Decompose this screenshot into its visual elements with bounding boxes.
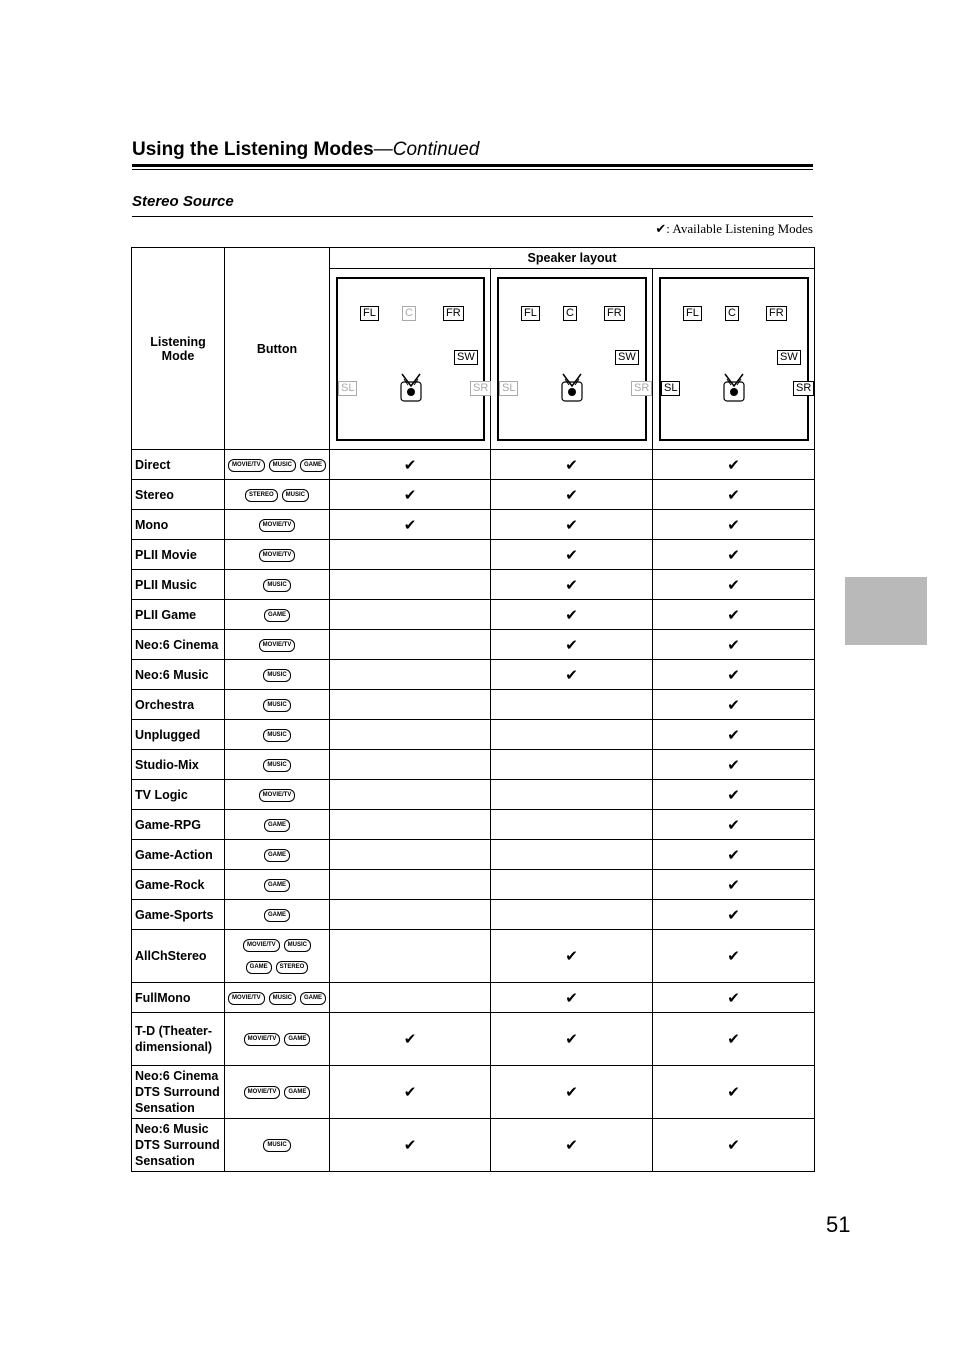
mode-buttons bbox=[225, 690, 330, 720]
availability-cell bbox=[330, 630, 491, 660]
mode-buttons bbox=[225, 720, 330, 750]
chapter-tab bbox=[845, 577, 927, 645]
availability-cell bbox=[653, 450, 815, 480]
check-icon: ✔ bbox=[727, 516, 740, 534]
listener-icon bbox=[723, 372, 745, 402]
section-rule bbox=[132, 216, 813, 217]
mode-name: PLII Music bbox=[132, 570, 225, 600]
check-icon: ✔ bbox=[727, 1137, 740, 1154]
table-row bbox=[132, 450, 815, 480]
availability-cell bbox=[491, 660, 653, 690]
movie-button-icon: MOVIE/TV bbox=[228, 459, 265, 472]
mode-buttons bbox=[225, 630, 330, 660]
availability-cell bbox=[653, 720, 815, 750]
check-icon: ✔ bbox=[565, 606, 578, 624]
mode-name: Neo:6 Cinema DTS Surround Sensation bbox=[132, 1066, 225, 1119]
availability-cell bbox=[491, 810, 653, 840]
availability-cell bbox=[653, 660, 815, 690]
availability-cell bbox=[653, 570, 815, 600]
availability-cell bbox=[653, 780, 815, 810]
mode-buttons bbox=[225, 930, 330, 983]
table-row bbox=[132, 570, 815, 600]
check-icon: ✔ bbox=[565, 666, 578, 684]
check-icon: ✔ bbox=[565, 516, 578, 534]
speaker-fr-icon: FR bbox=[766, 306, 787, 321]
game-button-icon: GAME bbox=[300, 992, 326, 1005]
speaker-fl-icon: FL bbox=[360, 306, 379, 321]
mode-name: Game-Rock bbox=[132, 870, 225, 900]
table-row bbox=[132, 1066, 815, 1119]
listener-icon bbox=[561, 372, 583, 402]
speaker-sl-icon: SL bbox=[338, 381, 357, 396]
availability-cell bbox=[330, 570, 491, 600]
mode-buttons bbox=[225, 540, 330, 570]
speaker-sl-icon: SL bbox=[661, 381, 680, 396]
availability-cell bbox=[330, 540, 491, 570]
speaker-sl-icon: SL bbox=[499, 381, 518, 396]
availability-cell bbox=[491, 540, 653, 570]
table-row bbox=[132, 690, 815, 720]
availability-cell bbox=[491, 900, 653, 930]
table-row bbox=[132, 600, 815, 630]
movie-button-icon: MOVIE/TV bbox=[228, 992, 265, 1005]
mode-name: Neo:6 Cinema bbox=[132, 630, 225, 660]
speaker-sw-icon: SW bbox=[777, 350, 801, 365]
mode-buttons bbox=[225, 600, 330, 630]
availability-cell bbox=[491, 480, 653, 510]
music-button-icon: MUSIC bbox=[269, 459, 296, 472]
legend-text: : Available Listening Modes bbox=[666, 221, 813, 236]
check-icon: ✔ bbox=[565, 486, 578, 504]
page-heading bbox=[132, 139, 479, 161]
heading-suffix: —Continued bbox=[373, 139, 480, 160]
check-icon: ✔ bbox=[403, 516, 417, 534]
movie-button-icon: MOVIE/TV bbox=[259, 639, 296, 652]
heading-title: Using the Listening Modes bbox=[132, 139, 374, 160]
check-icon: ✔ bbox=[727, 786, 740, 804]
check-icon: ✔ bbox=[727, 846, 740, 864]
availability-cell bbox=[491, 720, 653, 750]
speaker-sw-icon: SW bbox=[615, 350, 639, 365]
col-header-layout: Speaker layout bbox=[330, 248, 815, 269]
music-button-icon: MUSIC bbox=[284, 939, 311, 952]
table-row bbox=[132, 630, 815, 660]
availability-cell bbox=[491, 840, 653, 870]
col-header-mode: Listening Mode bbox=[132, 248, 225, 450]
music-button-icon: MUSIC bbox=[263, 1139, 290, 1152]
availability-cell bbox=[653, 690, 815, 720]
check-icon: ✔ bbox=[727, 606, 740, 624]
availability-cell bbox=[330, 1066, 491, 1119]
check-icon: ✔ bbox=[727, 576, 740, 594]
music-button-icon: MUSIC bbox=[282, 489, 309, 502]
mode-name: Mono bbox=[132, 510, 225, 540]
speaker-sr-icon: SR bbox=[470, 381, 491, 396]
availability-cell bbox=[491, 450, 653, 480]
movie-button-icon: MOVIE/TV bbox=[259, 549, 296, 562]
check-icon: ✔ bbox=[403, 486, 417, 504]
check-icon: ✔ bbox=[727, 666, 740, 684]
availability-cell bbox=[330, 810, 491, 840]
check-icon: ✔ bbox=[403, 1084, 417, 1101]
availability-cell bbox=[491, 600, 653, 630]
music-button-icon: MUSIC bbox=[263, 759, 290, 772]
check-icon: ✔ bbox=[727, 948, 740, 965]
check-icon: ✔ bbox=[727, 876, 740, 894]
col-header-button: Button bbox=[225, 248, 330, 450]
check-icon: ✔ bbox=[565, 576, 578, 594]
availability-cell bbox=[330, 870, 491, 900]
availability-cell bbox=[491, 750, 653, 780]
availability-cell bbox=[491, 690, 653, 720]
speaker-fl-icon: FL bbox=[683, 306, 702, 321]
availability-cell bbox=[330, 750, 491, 780]
mode-name: AllChStereo bbox=[132, 930, 225, 983]
availability-cell bbox=[491, 870, 653, 900]
check-icon: ✔ bbox=[727, 816, 740, 834]
availability-cell bbox=[491, 1013, 653, 1066]
mode-name: Neo:6 Music DTS Surround Sensation bbox=[132, 1119, 225, 1172]
mode-buttons bbox=[225, 983, 330, 1013]
check-icon: ✔ bbox=[565, 456, 578, 474]
speaker-fr-icon: FR bbox=[443, 306, 464, 321]
check-icon: ✔ bbox=[565, 546, 578, 564]
availability-cell bbox=[330, 840, 491, 870]
mode-buttons bbox=[225, 870, 330, 900]
table-row bbox=[132, 840, 815, 870]
music-button-icon: MUSIC bbox=[263, 729, 290, 742]
mode-name: T-D (Theater-dimensional) bbox=[132, 1013, 225, 1066]
table-row bbox=[132, 480, 815, 510]
availability-cell bbox=[653, 630, 815, 660]
check-icon: ✔ bbox=[727, 1031, 740, 1048]
availability-cell bbox=[330, 690, 491, 720]
mode-buttons bbox=[225, 900, 330, 930]
table-row bbox=[132, 750, 815, 780]
table-row bbox=[132, 720, 815, 750]
check-icon: ✔ bbox=[727, 906, 740, 924]
availability-cell bbox=[330, 510, 491, 540]
legend bbox=[655, 221, 813, 237]
speaker-c-icon: C bbox=[725, 306, 739, 321]
mode-name: Unplugged bbox=[132, 720, 225, 750]
table-row bbox=[132, 870, 815, 900]
availability-cell bbox=[653, 870, 815, 900]
game-button-icon: GAME bbox=[300, 459, 326, 472]
game-button-icon: GAME bbox=[284, 1086, 310, 1099]
table-row bbox=[132, 660, 815, 690]
mode-buttons bbox=[225, 780, 330, 810]
availability-cell bbox=[330, 1013, 491, 1066]
game-button-icon: GAME bbox=[264, 879, 290, 892]
availability-cell bbox=[653, 1013, 815, 1066]
mode-name: Direct bbox=[132, 450, 225, 480]
availability-cell bbox=[330, 720, 491, 750]
availability-cell bbox=[330, 600, 491, 630]
availability-cell bbox=[653, 983, 815, 1013]
availability-cell bbox=[491, 780, 653, 810]
speaker-c-icon: C bbox=[402, 306, 416, 321]
mode-name: Stereo bbox=[132, 480, 225, 510]
table-row bbox=[132, 1013, 815, 1066]
availability-cell bbox=[330, 1119, 491, 1172]
speaker-fl-icon: FL bbox=[521, 306, 540, 321]
check-icon: ✔ bbox=[727, 726, 740, 744]
movie-button-icon: MOVIE/TV bbox=[259, 789, 296, 802]
mode-name: Game-Action bbox=[132, 840, 225, 870]
movie-button-icon: MOVIE/TV bbox=[244, 1033, 281, 1046]
mode-buttons bbox=[225, 1119, 330, 1172]
music-button-icon: MUSIC bbox=[263, 669, 290, 682]
heading-rule-thin bbox=[132, 169, 813, 170]
availability-cell bbox=[330, 930, 491, 983]
availability-cell bbox=[491, 983, 653, 1013]
check-icon: ✔ bbox=[403, 456, 417, 474]
speaker-diagram bbox=[659, 277, 812, 441]
availability-cell bbox=[330, 660, 491, 690]
game-button-icon: GAME bbox=[264, 849, 290, 862]
mode-buttons bbox=[225, 510, 330, 540]
listener-icon bbox=[400, 372, 422, 402]
availability-cell bbox=[330, 480, 491, 510]
table-row bbox=[132, 810, 815, 840]
speaker-sr-icon: SR bbox=[631, 381, 652, 396]
availability-cell bbox=[653, 1119, 815, 1172]
speaker-diagram bbox=[497, 277, 650, 441]
table-row bbox=[132, 510, 815, 540]
stereo-button-icon: STEREO bbox=[276, 961, 309, 974]
check-icon: ✔ bbox=[565, 1137, 578, 1154]
availability-cell bbox=[491, 930, 653, 983]
speaker-fr-icon: FR bbox=[604, 306, 625, 321]
legend-check-icon: ✔ bbox=[655, 221, 667, 236]
availability-cell bbox=[653, 840, 815, 870]
mode-name: Orchestra bbox=[132, 690, 225, 720]
page-number: 51 bbox=[826, 1212, 851, 1237]
music-button-icon: MUSIC bbox=[263, 699, 290, 712]
check-icon: ✔ bbox=[403, 1031, 417, 1048]
availability-cell bbox=[653, 600, 815, 630]
movie-button-icon: MOVIE/TV bbox=[243, 939, 280, 952]
section-title: Stereo Source bbox=[132, 193, 234, 210]
availability-cell bbox=[330, 983, 491, 1013]
availability-cell bbox=[653, 540, 815, 570]
game-button-icon: GAME bbox=[284, 1033, 310, 1046]
availability-cell bbox=[653, 510, 815, 540]
availability-cell bbox=[491, 1066, 653, 1119]
check-icon: ✔ bbox=[565, 636, 578, 654]
listening-modes-table bbox=[131, 247, 815, 1172]
availability-cell bbox=[491, 630, 653, 660]
speaker-diagram bbox=[336, 277, 489, 441]
mode-buttons bbox=[225, 810, 330, 840]
check-icon: ✔ bbox=[727, 456, 740, 474]
availability-cell bbox=[653, 1066, 815, 1119]
check-icon: ✔ bbox=[727, 546, 740, 564]
movie-button-icon: MOVIE/TV bbox=[244, 1086, 281, 1099]
availability-cell bbox=[653, 810, 815, 840]
table-row bbox=[132, 780, 815, 810]
mode-name: PLII Movie bbox=[132, 540, 225, 570]
game-button-icon: GAME bbox=[264, 609, 290, 622]
mode-name: PLII Game bbox=[132, 600, 225, 630]
mode-buttons bbox=[225, 840, 330, 870]
check-icon: ✔ bbox=[727, 636, 740, 654]
table-row bbox=[132, 983, 815, 1013]
availability-cell bbox=[653, 480, 815, 510]
table-body bbox=[132, 450, 815, 1172]
table-row bbox=[132, 930, 815, 983]
mode-buttons bbox=[225, 660, 330, 690]
check-icon: ✔ bbox=[565, 948, 578, 965]
check-icon: ✔ bbox=[727, 1084, 740, 1101]
mode-name: Neo:6 Music bbox=[132, 660, 225, 690]
speaker-sw-icon: SW bbox=[454, 350, 478, 365]
availability-cell bbox=[330, 780, 491, 810]
speaker-layout-1 bbox=[330, 269, 491, 450]
check-icon: ✔ bbox=[727, 989, 740, 1007]
availability-cell bbox=[330, 900, 491, 930]
availability-cell bbox=[491, 570, 653, 600]
mode-name: FullMono bbox=[132, 983, 225, 1013]
check-icon: ✔ bbox=[727, 486, 740, 504]
table-row bbox=[132, 1119, 815, 1172]
speaker-layout-2 bbox=[491, 269, 653, 450]
speaker-sr-icon: SR bbox=[793, 381, 814, 396]
availability-cell bbox=[330, 450, 491, 480]
availability-cell bbox=[491, 510, 653, 540]
availability-cell bbox=[653, 750, 815, 780]
mode-buttons bbox=[225, 480, 330, 510]
check-icon: ✔ bbox=[565, 1031, 578, 1048]
availability-cell bbox=[653, 930, 815, 983]
heading-rule bbox=[132, 164, 813, 167]
game-button-icon: GAME bbox=[264, 909, 290, 922]
speaker-layout-3 bbox=[653, 269, 815, 450]
mode-buttons bbox=[225, 450, 330, 480]
mode-buttons bbox=[225, 1013, 330, 1066]
game-button-icon: GAME bbox=[246, 961, 272, 974]
availability-cell bbox=[653, 900, 815, 930]
speaker-c-icon: C bbox=[563, 306, 577, 321]
check-icon: ✔ bbox=[565, 989, 578, 1007]
music-button-icon: MUSIC bbox=[269, 992, 296, 1005]
mode-name: Studio-Mix bbox=[132, 750, 225, 780]
mode-buttons bbox=[225, 750, 330, 780]
availability-cell bbox=[491, 1119, 653, 1172]
mode-name: TV Logic bbox=[132, 780, 225, 810]
check-icon: ✔ bbox=[727, 756, 740, 774]
table-row bbox=[132, 540, 815, 570]
mode-name: Game-Sports bbox=[132, 900, 225, 930]
stereo-button-icon: STEREO bbox=[245, 489, 278, 502]
check-icon: ✔ bbox=[727, 696, 740, 714]
music-button-icon: MUSIC bbox=[263, 579, 290, 592]
check-icon: ✔ bbox=[565, 1084, 578, 1101]
mode-name: Game-RPG bbox=[132, 810, 225, 840]
movie-button-icon: MOVIE/TV bbox=[259, 519, 296, 532]
mode-buttons bbox=[225, 570, 330, 600]
check-icon: ✔ bbox=[403, 1137, 417, 1154]
game-button-icon: GAME bbox=[264, 819, 290, 832]
mode-buttons bbox=[225, 1066, 330, 1119]
table-row bbox=[132, 900, 815, 930]
